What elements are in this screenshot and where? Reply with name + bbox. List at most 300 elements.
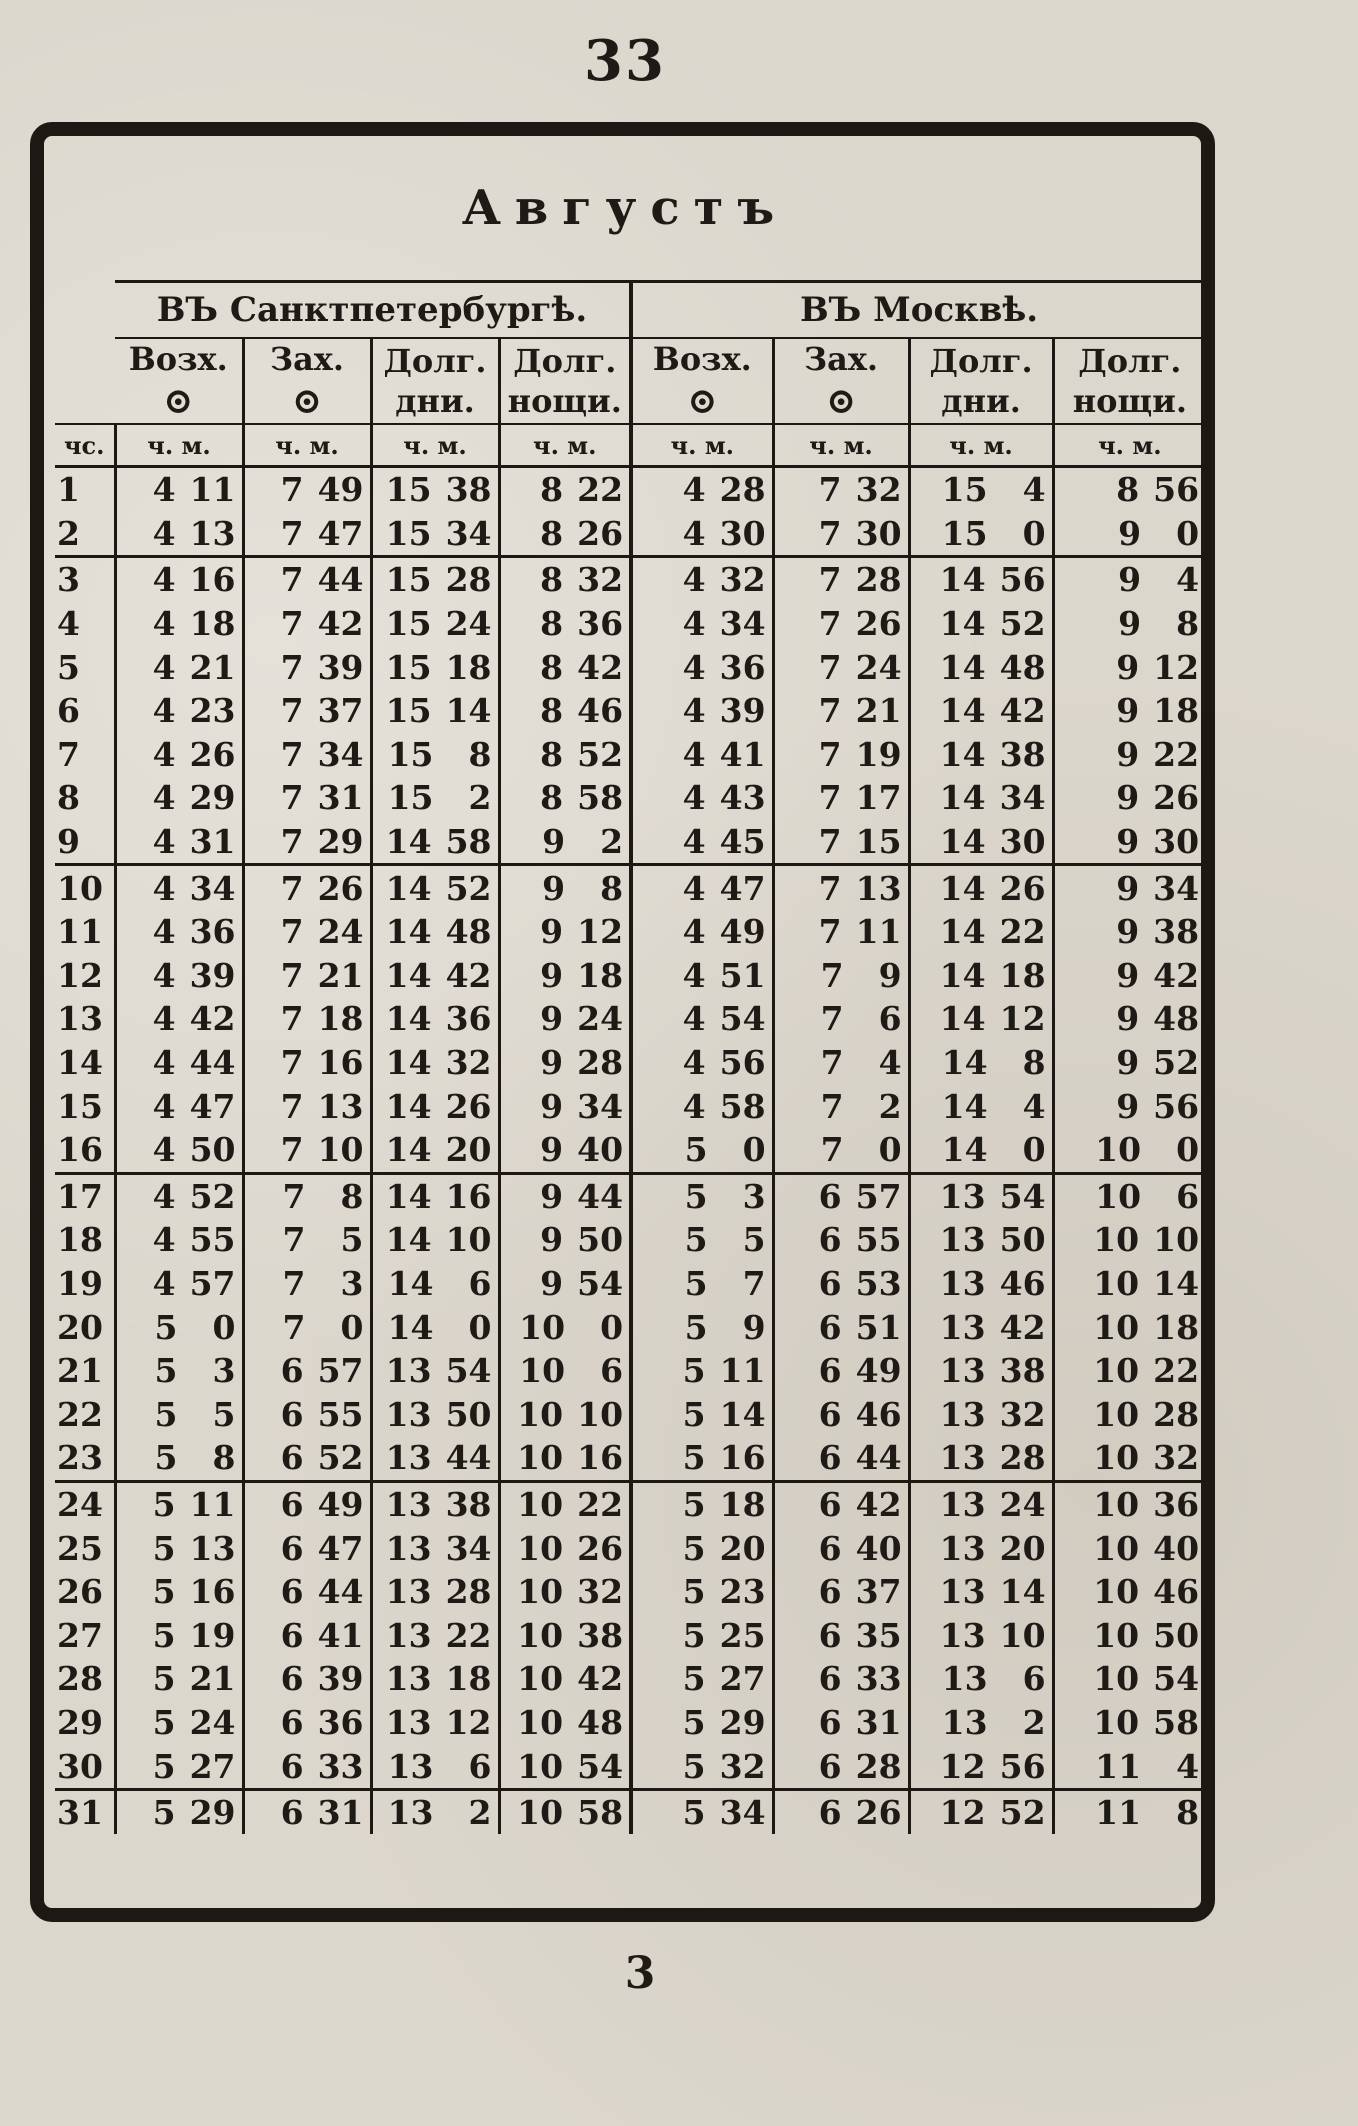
hours: 15 [385, 560, 432, 600]
msk-time-cell [1053, 776, 1205, 820]
minutes: 10 [999, 1615, 1046, 1655]
hours: 7 [280, 1043, 304, 1083]
table-row [55, 1744, 1205, 1789]
hours: 7 [280, 560, 304, 600]
spb-time-cell [499, 1262, 631, 1306]
hours: 4 [152, 560, 176, 600]
hours: 13 [939, 1572, 986, 1612]
msk-time-cell [631, 467, 773, 512]
minutes: 54 [577, 1263, 624, 1303]
minutes: 28 [577, 1043, 624, 1083]
hours: 4 [152, 1086, 176, 1126]
minutes: 6 [878, 999, 902, 1039]
msk-time-cell [909, 1701, 1053, 1745]
minutes: 39 [719, 691, 766, 731]
msk-time-cell [773, 1084, 909, 1128]
msk-time-cell [631, 1305, 773, 1349]
minutes: 32 [719, 560, 766, 600]
minutes: 12 [577, 912, 624, 952]
hours: 5 [152, 1528, 176, 1568]
spb-time-cell [371, 997, 499, 1041]
msk-time-cell [909, 820, 1053, 865]
spb-time-cell [115, 1392, 243, 1436]
spb-time-cell [243, 954, 371, 998]
minutes: 23 [189, 691, 236, 731]
hours: 9 [1116, 822, 1140, 862]
msk-time-cell [909, 512, 1053, 557]
hours: 10 [517, 1746, 564, 1786]
table-row [55, 512, 1205, 557]
minutes: 56 [999, 1746, 1046, 1786]
minutes: 35 [855, 1615, 902, 1655]
spb-time-cell [115, 1744, 243, 1789]
spb-time-cell [499, 1305, 631, 1349]
hours: 7 [280, 822, 304, 862]
hours: 14 [385, 1220, 432, 1260]
hours: 7 [280, 955, 304, 995]
minutes: 24 [577, 999, 624, 1039]
day-number: 24 [55, 1481, 115, 1526]
minutes: 21 [189, 647, 236, 687]
hours: 10 [519, 1351, 566, 1391]
hours: 10 [519, 1307, 566, 1347]
day-number: 1 [55, 467, 115, 512]
day-number: 28 [55, 1657, 115, 1701]
minutes: 49 [317, 1484, 364, 1524]
hours: 13 [941, 1659, 988, 1699]
spb-time-cell [243, 1173, 371, 1218]
minutes: 22 [577, 470, 624, 510]
month-title: Августъ [461, 180, 789, 236]
hours: 6 [818, 1263, 842, 1303]
hours: 10 [1093, 1528, 1140, 1568]
minutes: 55 [855, 1220, 902, 1260]
day-number: 27 [55, 1613, 115, 1657]
hours: 7 [818, 604, 842, 644]
hours: 13 [939, 1615, 986, 1655]
spb-time-cell [115, 776, 243, 820]
msk-time-cell [631, 1701, 773, 1745]
spb-time-cell [499, 467, 631, 512]
hours: 10 [1093, 1615, 1140, 1655]
col-set-msk [773, 338, 909, 424]
hours: 5 [682, 1702, 706, 1742]
sun-icon: ⊙ [825, 380, 857, 422]
minutes: 50 [445, 1394, 492, 1434]
hours: 4 [152, 734, 176, 774]
hours: 5 [154, 1307, 178, 1347]
column-header-row [55, 338, 1205, 424]
minutes: 30 [1153, 822, 1200, 862]
msk-time-cell [631, 954, 773, 998]
minutes: 42 [189, 999, 236, 1039]
minutes: 24 [855, 647, 902, 687]
day-col-label: чс. [55, 424, 115, 467]
hours: 5 [684, 1307, 708, 1347]
msk-time-cell [773, 1789, 909, 1834]
hours: 4 [152, 778, 176, 818]
msk-time-cell [631, 602, 773, 646]
hours: 9 [540, 955, 564, 995]
table-row [55, 1218, 1205, 1262]
hours: 4 [682, 1043, 706, 1083]
hours: 6 [818, 1438, 842, 1478]
table-row [55, 1657, 1205, 1701]
minutes: 0 [1176, 513, 1200, 553]
minutes: 18 [445, 1659, 492, 1699]
spb-time-cell [243, 910, 371, 954]
day-number: 21 [55, 1349, 115, 1393]
minutes: 49 [855, 1351, 902, 1391]
msk-time-cell [1053, 1392, 1205, 1436]
spb-time-cell [115, 1349, 243, 1393]
minutes: 14 [445, 691, 492, 731]
minutes: 48 [445, 912, 492, 952]
minutes: 54 [1153, 1659, 1200, 1699]
spb-time-cell [115, 1570, 243, 1614]
minutes: 38 [999, 1351, 1046, 1391]
msk-time-cell [1053, 1570, 1205, 1614]
hours: 10 [1093, 1484, 1140, 1524]
minutes: 28 [999, 1438, 1046, 1478]
hours: 7 [280, 778, 304, 818]
spb-time-cell [115, 467, 243, 512]
spb-time-cell [243, 645, 371, 689]
spb-time-cell [115, 1526, 243, 1570]
hours: 9 [540, 1176, 564, 1216]
col-daylen-spb [371, 338, 499, 424]
hours: 5 [152, 1659, 176, 1699]
minutes: 16 [189, 1572, 236, 1612]
minutes: 52 [999, 604, 1046, 644]
msk-time-cell [1053, 467, 1205, 512]
hours: 14 [939, 822, 986, 862]
minutes: 46 [999, 1263, 1046, 1303]
spb-time-cell [371, 1613, 499, 1657]
hours: 9 [1116, 1043, 1140, 1083]
spb-time-cell [115, 1084, 243, 1128]
hours: 9 [540, 1043, 564, 1083]
hours: 4 [682, 734, 706, 774]
hours: 6 [818, 1176, 842, 1216]
col-nightlen-spb [499, 338, 631, 424]
msk-time-cell [909, 1041, 1053, 1085]
day-number: 13 [55, 997, 115, 1041]
msk-time-cell [909, 1392, 1053, 1436]
table-row [55, 1305, 1205, 1349]
minutes: 18 [1153, 691, 1200, 731]
minutes: 14 [999, 1572, 1046, 1612]
hours: 7 [282, 1263, 306, 1303]
spb-time-cell [499, 997, 631, 1041]
minutes: 28 [719, 470, 766, 510]
msk-time-cell [909, 689, 1053, 733]
spb-time-cell [499, 1701, 631, 1745]
minutes: 30 [719, 513, 766, 553]
msk-time-cell [909, 1218, 1053, 1262]
hours: 14 [941, 1130, 988, 1170]
hours: 4 [682, 691, 706, 731]
minutes: 36 [1153, 1484, 1200, 1524]
minutes: 44 [577, 1176, 624, 1216]
spb-time-cell [371, 1128, 499, 1173]
minutes: 3 [340, 1263, 364, 1303]
spb-time-cell [115, 1436, 243, 1481]
spb-time-cell [499, 1173, 631, 1218]
spb-time-cell [371, 645, 499, 689]
day-number: 16 [55, 1128, 115, 1173]
minutes: 24 [317, 912, 364, 952]
hours: 14 [385, 1176, 432, 1216]
minutes: 8 [340, 1176, 364, 1216]
minutes: 51 [855, 1307, 902, 1347]
hours: 10 [517, 1615, 564, 1655]
msk-time-cell [773, 1436, 909, 1481]
minutes: 42 [855, 1484, 902, 1524]
hours: 14 [939, 868, 986, 908]
msk-time-cell [909, 467, 1053, 512]
table-row [55, 1041, 1205, 1085]
minutes: 34 [445, 513, 492, 553]
msk-time-cell [1053, 1349, 1205, 1393]
hours: 14 [939, 560, 986, 600]
spb-time-cell [371, 1305, 499, 1349]
day-number: 11 [55, 910, 115, 954]
minutes: 48 [1153, 999, 1200, 1039]
spb-time-cell [371, 1744, 499, 1789]
day-number: 6 [55, 689, 115, 733]
spb-time-cell [115, 1789, 243, 1834]
spb-time-cell [499, 733, 631, 777]
minutes: 0 [340, 1307, 364, 1347]
spb-time-cell [243, 1789, 371, 1834]
spb-time-cell [371, 557, 499, 602]
minutes: 19 [189, 1615, 236, 1655]
hours: 8 [540, 470, 564, 510]
hours: 5 [682, 1615, 706, 1655]
spb-time-cell [115, 1128, 243, 1173]
hours: 14 [385, 912, 432, 952]
hours: 8 [540, 691, 564, 731]
spb-time-cell [243, 557, 371, 602]
minutes: 17 [855, 778, 902, 818]
hours: 4 [152, 1176, 176, 1216]
hours: 6 [818, 1394, 842, 1434]
minutes: 23 [719, 1572, 766, 1612]
spb-time-cell [371, 1481, 499, 1526]
spb-time-cell [371, 467, 499, 512]
minutes: 26 [855, 1793, 902, 1833]
spb-time-cell [371, 1570, 499, 1614]
msk-time-cell [909, 1128, 1053, 1173]
hours: 6 [818, 1572, 842, 1612]
hours: 5 [684, 1263, 708, 1303]
table-row [55, 1789, 1205, 1834]
hours: 13 [385, 1702, 432, 1742]
minutes: 2 [878, 1086, 902, 1126]
msk-time-cell [1053, 865, 1205, 910]
msk-time-cell [1053, 645, 1205, 689]
hours: 10 [1093, 1220, 1140, 1260]
msk-time-cell [1053, 1041, 1205, 1085]
spb-time-cell [115, 602, 243, 646]
hours: 4 [152, 912, 176, 952]
minutes: 26 [999, 868, 1046, 908]
spb-time-cell [499, 1128, 631, 1173]
msk-time-cell [909, 1305, 1053, 1349]
minutes: 32 [577, 1572, 624, 1612]
msk-time-cell [909, 1436, 1053, 1481]
hours: 14 [387, 1263, 434, 1303]
hours: 9 [542, 822, 566, 862]
spb-time-cell [243, 1701, 371, 1745]
day-number: 9 [55, 820, 115, 865]
msk-time-cell [773, 820, 909, 865]
minutes: 16 [445, 1176, 492, 1216]
hours: 4 [682, 513, 706, 553]
spb-time-cell [115, 689, 243, 733]
minutes: 54 [999, 1176, 1046, 1216]
hours: 4 [152, 647, 176, 687]
hours: 6 [818, 1351, 842, 1391]
msk-time-cell [773, 1613, 909, 1657]
minutes: 18 [719, 1484, 766, 1524]
hours: 8 [540, 778, 564, 818]
table-row [55, 1613, 1205, 1657]
hours: 14 [939, 647, 986, 687]
table-row [55, 602, 1205, 646]
minutes: 42 [317, 604, 364, 644]
hours: 9 [542, 868, 566, 908]
spb-time-cell [499, 954, 631, 998]
msk-time-cell [909, 1789, 1053, 1834]
hours: 9 [1116, 647, 1140, 687]
minutes: 12 [445, 1702, 492, 1742]
msk-time-cell [909, 1744, 1053, 1789]
minutes: 54 [577, 1746, 624, 1786]
minutes: 50 [1153, 1615, 1200, 1655]
minutes: 31 [317, 1793, 364, 1833]
table-row [55, 645, 1205, 689]
day-number: 5 [55, 645, 115, 689]
hours: 7 [818, 560, 842, 600]
minutes: 31 [189, 822, 236, 862]
hours: 7 [818, 822, 842, 862]
spb-time-cell [371, 820, 499, 865]
hours: 4 [682, 1086, 706, 1126]
spb-time-cell [499, 1041, 631, 1085]
spb-time-cell [371, 1436, 499, 1481]
hours: 5 [684, 1220, 708, 1260]
minutes: 56 [719, 1043, 766, 1083]
minutes: 44 [445, 1438, 492, 1478]
hours: 10 [1095, 1176, 1142, 1216]
msk-time-cell [631, 1526, 773, 1570]
table-row [55, 1262, 1205, 1306]
minutes: 58 [1153, 1702, 1200, 1742]
spb-time-cell [115, 865, 243, 910]
hours: 6 [818, 1746, 842, 1786]
hours: 7 [820, 999, 844, 1039]
hours: 9 [1116, 691, 1140, 731]
minutes: 47 [189, 1086, 236, 1126]
minutes: 34 [445, 1528, 492, 1568]
spb-time-cell [243, 1526, 371, 1570]
minutes: 5 [742, 1220, 766, 1260]
minutes: 21 [317, 955, 364, 995]
minutes: 57 [855, 1176, 902, 1216]
minutes: 29 [189, 778, 236, 818]
minutes: 9 [878, 955, 902, 995]
corner-cell-2 [55, 338, 115, 424]
signature-mark: 3 [624, 1948, 656, 1999]
minutes: 16 [317, 1043, 364, 1083]
hours: 14 [385, 1086, 432, 1126]
msk-time-cell [631, 733, 773, 777]
table-row [55, 1436, 1205, 1481]
msk-time-cell [1053, 512, 1205, 557]
msk-time-cell [1053, 1701, 1205, 1745]
msk-time-cell [631, 1657, 773, 1701]
minutes: 32 [855, 470, 902, 510]
minutes: 51 [719, 955, 766, 995]
day-number: 17 [55, 1173, 115, 1218]
minutes: 47 [317, 1528, 364, 1568]
hours: 5 [152, 1793, 176, 1833]
minutes: 46 [855, 1394, 902, 1434]
hours: 7 [280, 470, 304, 510]
hours: 14 [385, 1130, 432, 1170]
unit-label: ч. м. [371, 424, 499, 467]
minutes: 34 [577, 1086, 624, 1126]
hours: 8 [540, 604, 564, 644]
hours: 10 [517, 1528, 564, 1568]
minutes: 58 [577, 1793, 624, 1833]
msk-time-cell [631, 689, 773, 733]
hours: 10 [517, 1702, 564, 1742]
hours: 14 [939, 999, 986, 1039]
hours: 11 [1095, 1793, 1142, 1833]
msk-time-cell [1053, 1436, 1205, 1481]
hours: 5 [684, 1130, 708, 1170]
minutes: 34 [1153, 868, 1200, 908]
spb-time-cell [499, 1744, 631, 1789]
hours: 7 [282, 1220, 306, 1260]
minutes: 52 [317, 1438, 364, 1478]
day-number: 22 [55, 1392, 115, 1436]
spb-time-cell [243, 776, 371, 820]
minutes: 0 [600, 1307, 624, 1347]
msk-time-cell [909, 954, 1053, 998]
hours: 13 [387, 1793, 434, 1833]
minutes: 10 [577, 1394, 624, 1434]
hours: 5 [152, 1615, 176, 1655]
minutes: 28 [855, 1746, 902, 1786]
minutes: 36 [317, 1702, 364, 1742]
minutes: 44 [855, 1438, 902, 1478]
msk-time-cell [631, 997, 773, 1041]
msk-time-cell [909, 645, 1053, 689]
unit-label: ч. м. [631, 424, 773, 467]
hours: 5 [682, 1394, 706, 1434]
msk-time-cell [909, 1349, 1053, 1393]
minutes: 13 [189, 1528, 236, 1568]
minutes: 22 [445, 1615, 492, 1655]
msk-time-cell [1053, 1481, 1205, 1526]
hours: 4 [682, 999, 706, 1039]
spb-time-cell [243, 1128, 371, 1173]
minutes: 36 [577, 604, 624, 644]
